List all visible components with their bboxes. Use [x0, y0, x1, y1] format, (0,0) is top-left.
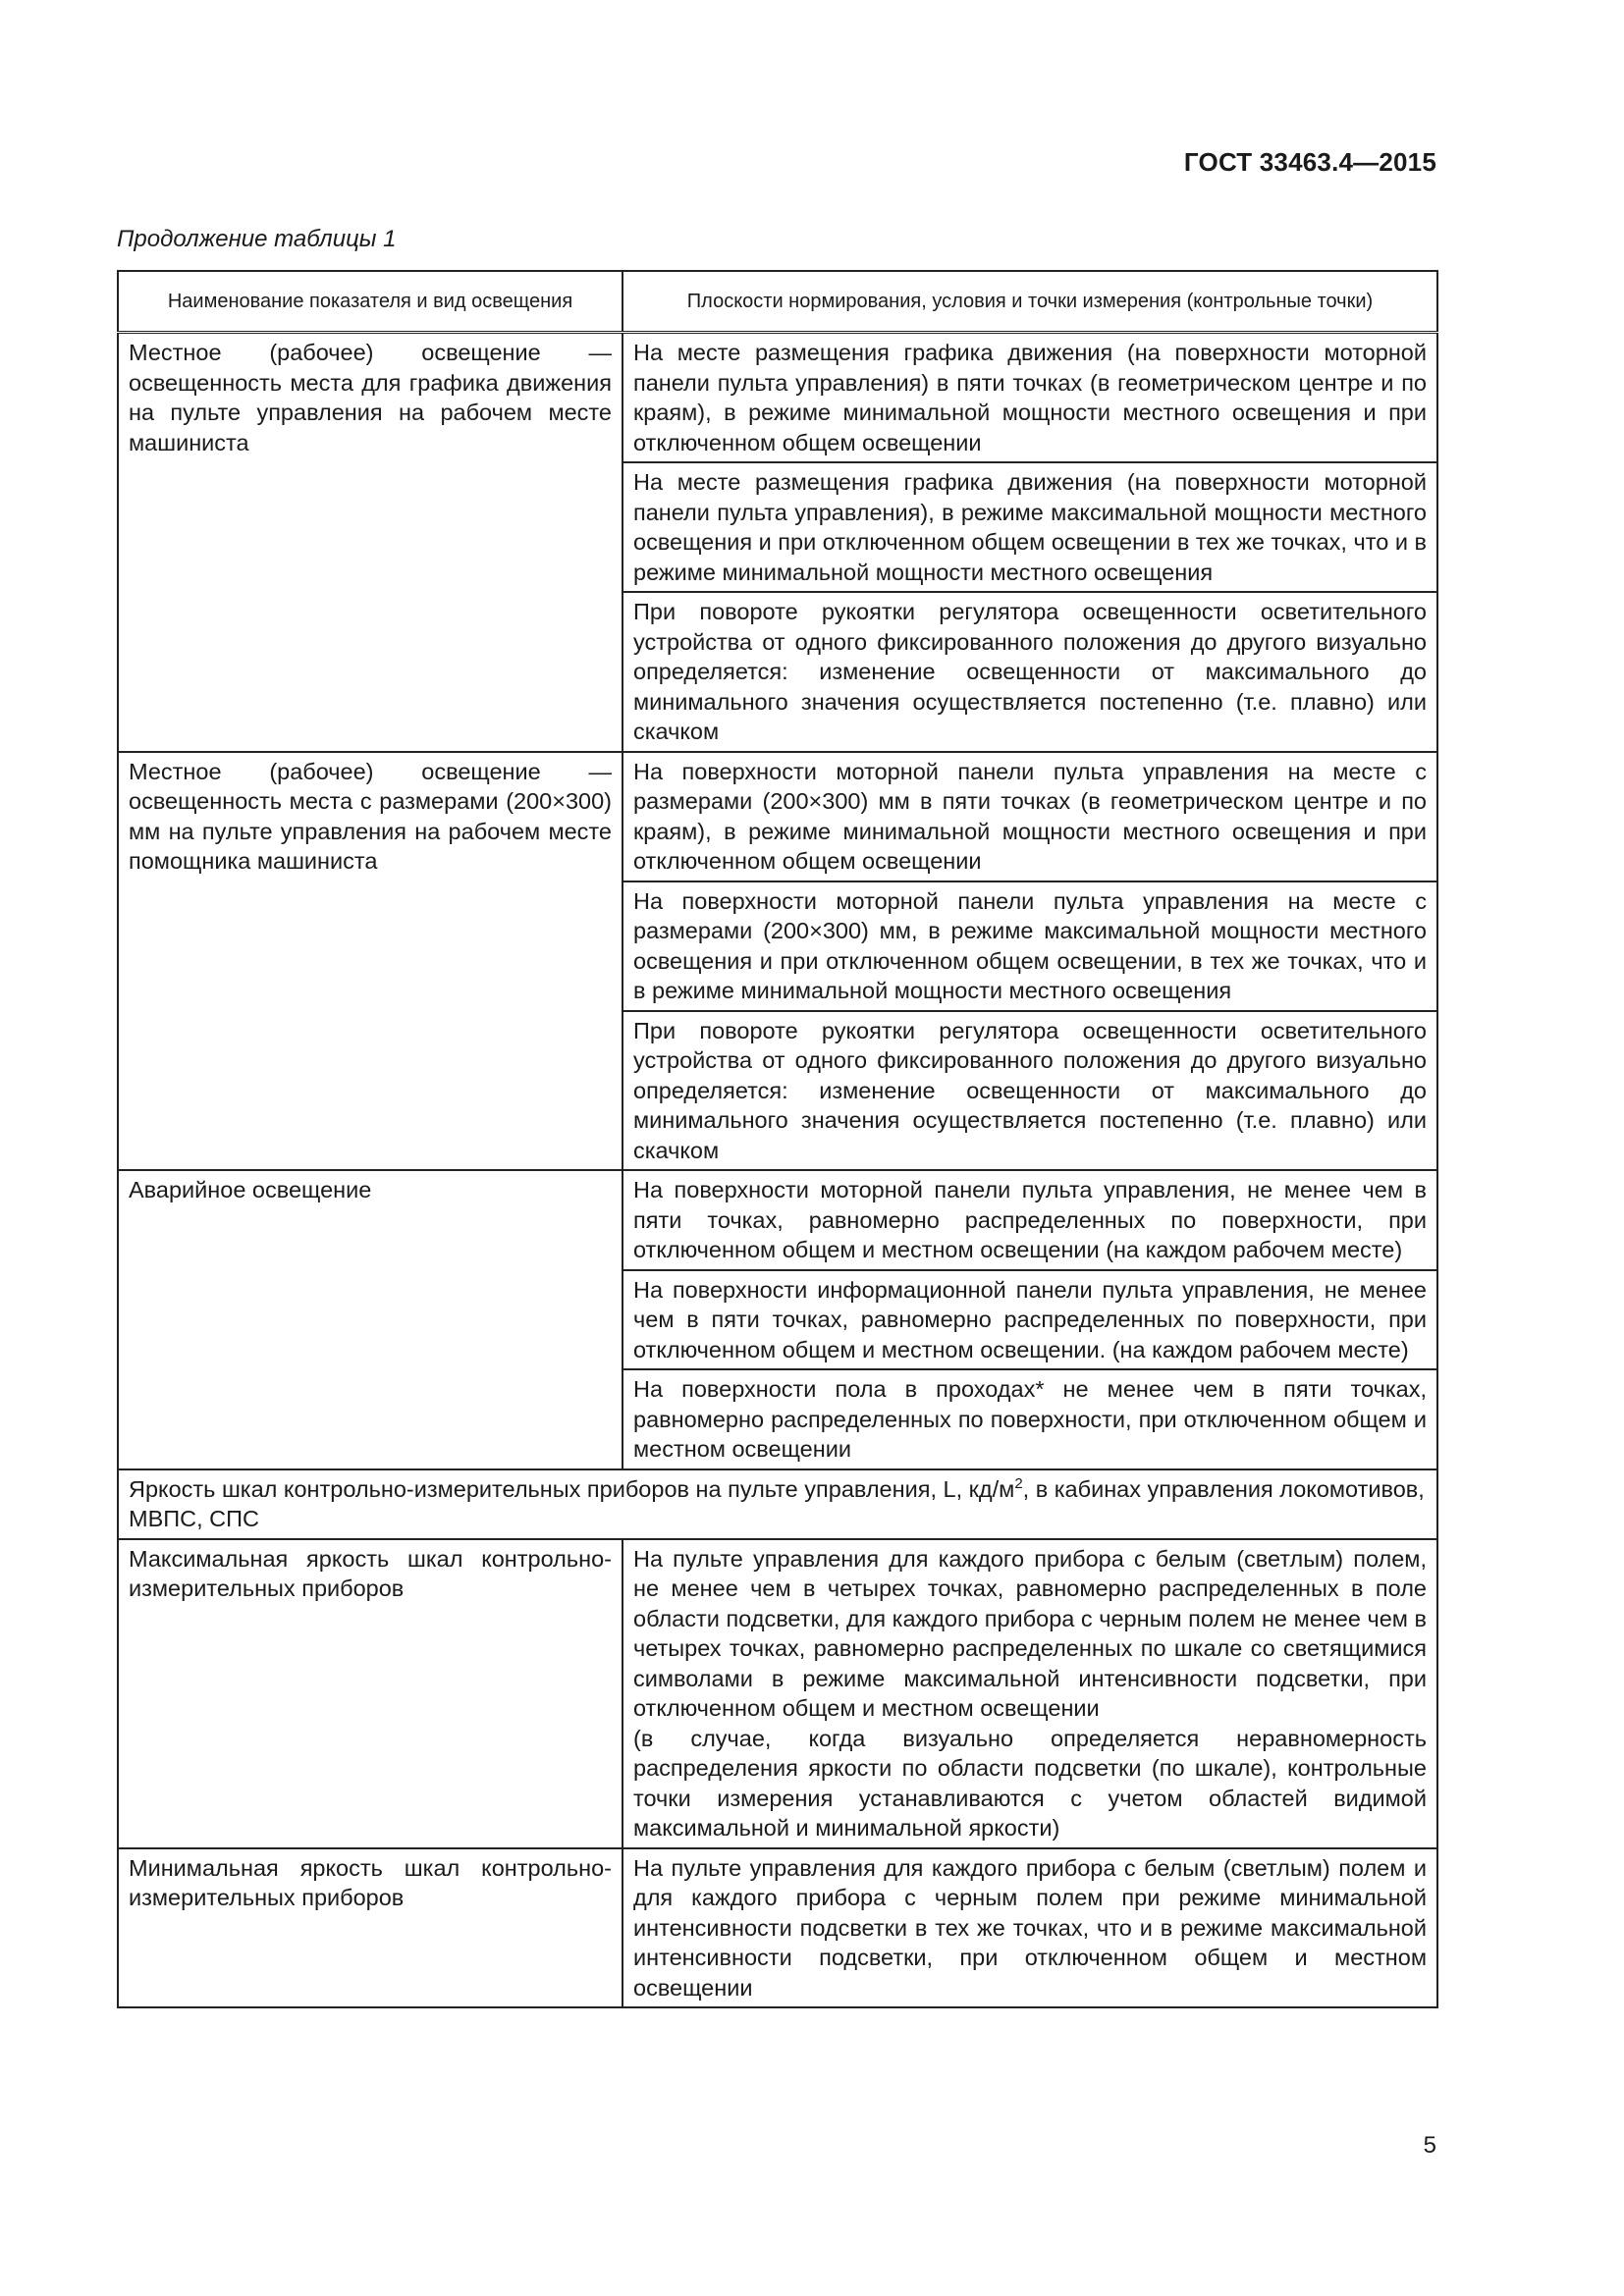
condition-cell: При повороте рукоятки регулятора освещенности осветительного устройства от одного фиксированного положения до другого визуально определяется: изменение освещенности от максимального до минимального значения осуществляется постепенно (т.е. плавно) или скачком	[623, 592, 1437, 752]
condition-cell	[623, 1848, 1437, 2008]
indicator-cell: Максимальная яркость шкал контрольно-измерительных приборов	[118, 1539, 623, 1848]
lighting-measurement-table	[117, 270, 1438, 2008]
indicator-cell: Аварийное освещение	[118, 1170, 623, 1469]
table-row	[118, 333, 1437, 463]
table-caption: Продолжение таблицы 1	[117, 226, 397, 252]
condition-cell: На поверхности пола в проходах* не менее чем в пяти точках, равномерно распределенных по поверхности, при отключенном общем и местном освещении	[623, 1369, 1437, 1469]
table-row	[118, 1848, 1437, 2008]
condition-cell: На поверхности моторной панели пульта управления, не менее чем в пяти точках, равномерно распределенных по поверхности, при отключенном общем и местном освещении (на каждом рабочем месте)	[623, 1170, 1437, 1270]
condition-cell	[623, 1539, 1437, 1848]
section-heading-text-end: , в кабинах управления локомотивов, МВПС, СПС	[129, 1475, 1425, 1531]
condition-cell: На поверхности моторной панели пульта управления на месте с размерами (200×300) мм в пяти точках (в геометрическом центре и по краям), в режиме минимальной мощности местного освещения и при отключенном общем освещении	[623, 752, 1437, 881]
header-conditions: Плоскости нормирования, условия и точки измерения (контрольные точки)	[623, 271, 1437, 333]
section-heading-text: Яркость шкал контрольно-измерительных приборов на пульте управления, L, кд/м	[129, 1475, 1015, 1502]
section-heading-cell	[118, 1469, 1437, 1539]
condition-cell: При повороте рукоятки регулятора освещенности осветительного устройства от одного фиксированного положения до другого визуально определяется: изменение освещенности от максимального до минимального значения осуществляется постепенно (т.е. плавно) или скачком	[623, 1011, 1437, 1171]
table-row	[118, 752, 1437, 881]
condition-main-text: На пульте управления для каждого прибора с белым (светлым) полем и для каждого прибора с черным полем при режиме минимальной интенсивности подсветки в тех же точках, что и в режиме максимальной интенсивности подсветки, при отключенном общем и местном освещении	[633, 1854, 1427, 2001]
condition-cell: На месте размещения графика движения (на поверхности моторной панели пульта управления) в пяти точках (в геометрическом центре и по краям), в режиме минимальной мощности местного освещения и при отключенном общем освещении	[623, 333, 1437, 463]
condition-main-text: На пульте управления для каждого прибора с белым (светлым) полем, не менее чем в четырех точках, равномерно распределенных в поле области подсветки, для каждого прибора с черным полем не менее чем в четырех точках, равномерно распределенных по шкале со светящимися символами в режиме максимальной интенсивности подсветки, при отключенном общем и местном освещении	[633, 1545, 1427, 1721]
section-row	[118, 1469, 1437, 1539]
section-heading-superscript: 2	[1014, 1474, 1023, 1492]
header-indicator: Наименование показателя и вид освещения	[118, 271, 623, 333]
table-header-row	[118, 271, 1437, 333]
indicator-cell: Местное (рабочее) освещение — освещенность места для графика движения на пульте управления на рабочем месте машиниста	[118, 333, 623, 752]
indicator-cell: Местное (рабочее) освещение — освещенность места с размерами (200×300) мм на пульте управления на рабочем месте помощника машиниста	[118, 752, 623, 1171]
condition-cell: На поверхности информационной панели пульта управления, не менее чем в пяти точках, равномерно распределенных по поверхности, при отключенном общем и местном освещении. (на каждом рабочем месте)	[623, 1270, 1437, 1370]
page-number: 5	[1423, 2132, 1436, 2159]
table-row	[118, 1170, 1437, 1270]
condition-cell: На поверхности моторной панели пульта управления на месте с размерами (200×300) мм, в режиме максимальной мощности местного освещения и при отключенном общем освещении, в тех же точках, что и в режиме минимальной мощности местного освещения	[623, 881, 1437, 1011]
table-row	[118, 1539, 1437, 1848]
condition-note-text: (в случае, когда визуально определяется неравномерность распределения яркости по области подсветки (по шкале), контрольные точки измерения устанавливаются с учетом областей видимой максимальной и минимальной яркости)	[633, 1725, 1427, 1841]
indicator-cell: Минимальная яркость шкал контрольно-измерительных приборов	[118, 1848, 623, 2008]
document-standard-number: ГОСТ 33463.4—2015	[1183, 147, 1436, 177]
condition-cell: На месте размещения графика движения (на поверхности моторной панели пульта управления), в режиме максимальной мощности местного освещения и при отключенном общем освещении в тех же точках, что и в режиме минимальной мощности местного освещения	[623, 462, 1437, 592]
